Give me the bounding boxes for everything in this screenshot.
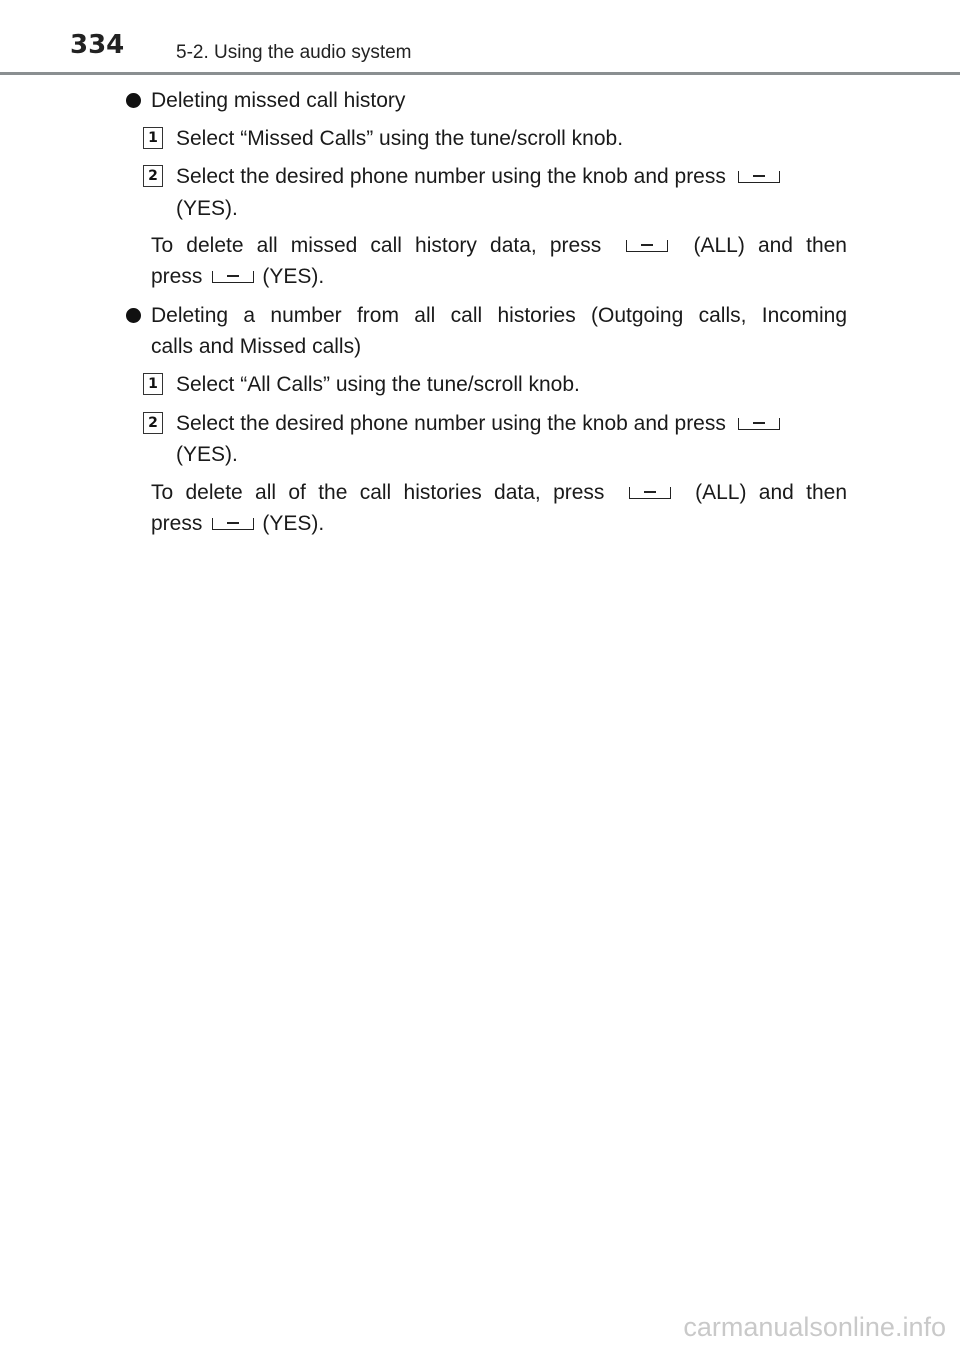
step-number-badge: 1 xyxy=(143,127,163,149)
step-text xyxy=(176,164,790,190)
step-text-continued: (YES). xyxy=(176,443,238,466)
page-header xyxy=(0,0,960,78)
note-text xyxy=(151,233,847,259)
section-heading: Deleting missed call history xyxy=(151,89,406,112)
watermark: carmanualsonline.info xyxy=(683,1312,946,1342)
note-text-part: (YES). xyxy=(262,265,325,288)
note-text-part: To delete all missed call history data, press xyxy=(151,234,602,257)
step-text-main: Select the desired phone number using the knob and press xyxy=(176,412,726,435)
page-number: 334 xyxy=(70,30,125,60)
note-text-part: press xyxy=(151,265,203,288)
preset-button-icon xyxy=(738,171,780,183)
note-text-continued xyxy=(151,264,324,290)
note-text-part: press xyxy=(151,512,203,535)
note-text-part: (YES). xyxy=(262,512,325,535)
note-text-part: To delete all of the call histories data, press xyxy=(151,481,605,504)
preset-button-icon xyxy=(629,487,671,499)
step-text: Select “Missed Calls” using the tune/scroll knob. xyxy=(176,127,624,150)
preset-button-icon xyxy=(212,271,254,283)
step-number-badge: 2 xyxy=(143,165,163,187)
step-number-badge: 1 xyxy=(143,373,163,395)
step-text-main: Select the desired phone number using the knob and press xyxy=(176,165,726,188)
note-text-continued xyxy=(151,511,324,537)
preset-button-icon xyxy=(212,518,254,530)
step-text: Select “All Calls” using the tune/scroll knob. xyxy=(176,373,580,396)
bullet-icon xyxy=(126,93,141,108)
note-text-part: (ALL) and then xyxy=(695,481,847,504)
step-text xyxy=(176,411,790,437)
preset-button-icon xyxy=(738,418,780,430)
section-heading-continued: calls and Missed calls) xyxy=(151,335,362,358)
section-heading: Deleting a number from all call histories (Outgoing calls, Incoming xyxy=(151,304,847,327)
step-number-badge: 2 xyxy=(143,412,163,434)
section-title: 5-2. Using the audio system xyxy=(176,42,412,63)
step-text-continued: (YES). xyxy=(176,197,238,220)
header-divider xyxy=(0,72,960,75)
preset-button-icon xyxy=(626,240,668,252)
bullet-icon xyxy=(126,308,141,323)
note-text-part: (ALL) and then xyxy=(693,234,847,257)
note-text xyxy=(151,480,847,506)
